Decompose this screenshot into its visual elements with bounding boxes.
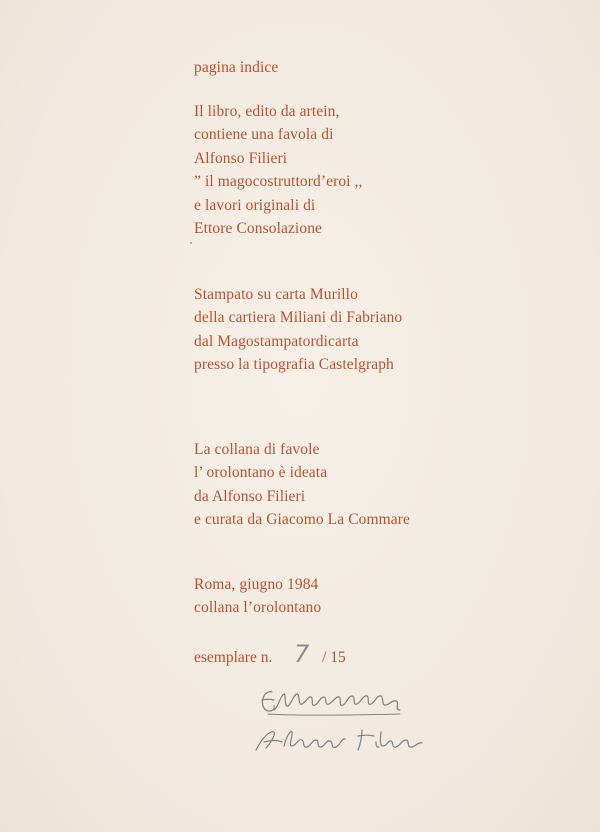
handwritten-number: 7 <box>294 640 310 668</box>
text-line: dal Magostampatordicarta <box>194 332 359 350</box>
exemplar-number <box>194 648 346 668</box>
text-line: collana l’orolontano <box>194 599 322 617</box>
text-line: della cartiera Miliani di Fabriano <box>194 309 403 327</box>
text-line: Stampato su carta Murillo <box>194 286 358 303</box>
text-line: ” il magocostruttord’eroi ,, <box>194 173 363 191</box>
text-line: contiene una favola di <box>194 126 334 144</box>
text-line: La collana di favole <box>194 441 320 458</box>
page-heading: pagina indice <box>194 59 279 76</box>
signature-consolazione <box>262 692 400 711</box>
text-line: l’ orolontano è ideata <box>194 464 328 482</box>
text-line: Roma, giugno 1984 <box>194 576 319 593</box>
text-line: e curata da Giacomo La Commare <box>194 511 411 529</box>
ink-speck <box>190 242 192 244</box>
colophon-block-date <box>194 573 321 620</box>
text-line: Il libro, edito da artein, <box>194 103 340 120</box>
signatures <box>250 680 440 760</box>
text-line: da Alfonso Filieri <box>194 487 306 505</box>
exemplar-total: / 15 <box>322 649 346 666</box>
text-line: e lavori originali di <box>194 196 316 214</box>
signature-filieri <box>256 730 422 750</box>
colophon-block-printing <box>194 283 402 377</box>
text-line: Alfonso Filieri <box>194 149 288 167</box>
text-line: presso la tipografia Castelgraph <box>194 356 394 374</box>
colophon-block-series <box>194 438 410 532</box>
exemplar-label: esemplare n. <box>194 649 273 666</box>
colophon-block-book <box>194 100 363 240</box>
text-line: Ettore Consolazione <box>194 220 323 238</box>
